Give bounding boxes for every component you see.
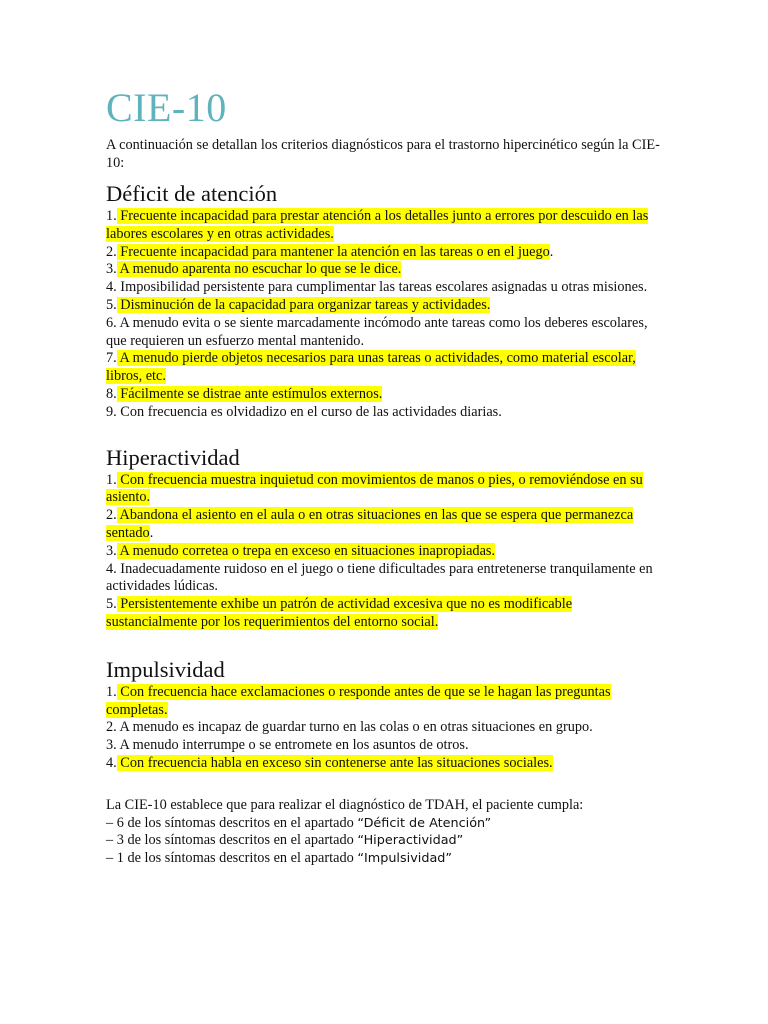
criterion-text: A menudo pierde objetos necesarios para unas tareas o actividades, como material escolar, libros, etc. xyxy=(106,350,636,385)
criterion-item xyxy=(106,404,666,422)
criterion-text: Persistentemente exhibe un patrón de actividad excesiva que no es modificable sustancialmente por los requerimientos del entorno social. xyxy=(106,596,573,630)
criterion-item xyxy=(106,386,666,404)
summary-line-text: – 3 de los síntomas descritos en el apartado xyxy=(106,832,358,849)
criterion-item xyxy=(106,297,666,315)
criterion-number: 2. xyxy=(106,507,117,524)
criterion-text: Frecuente incapacidad para mantener la atención en las tareas o en el juego xyxy=(116,243,550,260)
criterion-text: A menudo interrumpe o se entromete en los asuntos de otros. xyxy=(116,737,469,754)
criterion-tail: . xyxy=(549,243,554,260)
criterion-text: Frecuente incapacidad para prestar atención a los detalles junto a errores por descuido en las labores escolares y en otras actividades. xyxy=(106,208,649,242)
criterion-tail: . xyxy=(149,524,154,541)
summary-line xyxy=(106,832,666,850)
criterion-text: Con frecuencia es olvidadizo en el curso de las actividades diarias. xyxy=(116,403,502,420)
summary-line xyxy=(106,815,666,833)
criterion-number: 4. xyxy=(106,279,117,296)
diagnosis-summary xyxy=(106,797,666,868)
criterion-text: Imposibilidad persistente para cumplimentar las tareas escolares asignadas u otras misiones. xyxy=(116,279,648,296)
criterion-text: Con frecuencia muestra inquietud con movimientos de manos o pies, o removiéndose en su asiento. xyxy=(106,471,643,506)
criterion-item xyxy=(106,596,666,632)
criterion-number: 2. xyxy=(106,243,117,260)
criterion-text: A menudo aparenta no escuchar lo que se le dice. xyxy=(116,261,402,278)
summary-line-text: – 6 de los síntomas descritos en el apartado xyxy=(106,814,358,831)
criterion-number: 8. xyxy=(106,385,117,402)
criterion-text: Inadecuadamente ruidoso en el juego o tiene dificultades para entretenerse tranquilamente en actividades lúdicas. xyxy=(106,560,653,595)
criterion-number: 5. xyxy=(106,596,117,613)
criterion-item xyxy=(106,543,666,561)
criterion-text: A menudo corretea o trepa en exceso en situaciones inapropiadas. xyxy=(116,542,496,559)
criterion-text: A menudo evita o se siente marcadamente incómodo ante tareas como los deberes escolares, que requieren un esfuerzo mental mantenido. xyxy=(106,314,648,349)
criterion-text: Con frecuencia habla en exceso sin contenerse ante las situaciones sociales. xyxy=(116,754,553,771)
summary-line-quote: “Déficit de Atención” xyxy=(357,815,492,831)
summary-line-quote: “Impulsividad” xyxy=(357,851,453,867)
criterion-number: 3. xyxy=(106,737,117,754)
criterion-item xyxy=(106,719,666,737)
criterion-number: 6. xyxy=(106,314,117,331)
criterion-number: 3. xyxy=(106,542,117,559)
summary-line-quote: “Hiperactividad” xyxy=(357,833,464,849)
criterion-number: 3. xyxy=(106,261,117,278)
criterion-item xyxy=(106,350,666,386)
criterion-item xyxy=(106,755,666,773)
section-heading-hiperactividad: Hiperactividad xyxy=(106,444,240,470)
criterion-item xyxy=(106,261,666,279)
criterion-number: 9. xyxy=(106,403,117,420)
criteria-list-hiperactividad xyxy=(106,472,666,632)
criterion-number: 5. xyxy=(106,296,117,313)
criteria-list-deficit xyxy=(106,208,666,422)
criterion-number: 1. xyxy=(106,683,117,700)
criteria-list-impulsividad xyxy=(106,684,666,773)
criterion-text: A menudo es incapaz de guardar turno en las colas o en otras situaciones en grupo. xyxy=(116,719,593,736)
criterion-text: Disminución de la capacidad para organizar tareas y actividades. xyxy=(116,296,491,313)
intro-paragraph: A continuación se detallan los criterios diagnósticos para el trastorno hipercinético según la CIE-10: xyxy=(106,137,660,171)
criterion-item xyxy=(106,472,666,508)
criterion-item xyxy=(106,279,666,297)
criterion-item xyxy=(106,684,666,720)
summary-line-text: – 1 de los síntomas descritos en el apartado xyxy=(106,850,358,867)
criterion-number: 4. xyxy=(106,754,117,771)
document-title: CIE-10 xyxy=(106,85,227,130)
criterion-item xyxy=(106,208,666,244)
section-heading-deficit: Déficit de atención xyxy=(106,181,278,206)
criterion-text: Fácilmente se distrae ante estímulos externos. xyxy=(116,385,383,402)
criterion-number: 2. xyxy=(106,719,117,736)
document-content xyxy=(106,86,666,868)
criterion-number: 1. xyxy=(106,208,117,224)
criterion-text: Con frecuencia hace exclamaciones o responde antes de que se le hagan las preguntas completas. xyxy=(106,683,611,718)
criterion-item xyxy=(106,507,666,543)
summary-lead: La CIE-10 establece que para realizar el diagnóstico de TDAH, el paciente cumpla: xyxy=(106,796,584,813)
criterion-number: 4. xyxy=(106,560,117,577)
summary-line xyxy=(106,850,666,868)
criterion-item xyxy=(106,244,666,262)
section-heading-impulsividad: Impulsividad xyxy=(106,656,225,682)
criterion-number: 1. xyxy=(106,471,117,488)
criterion-item xyxy=(106,315,666,351)
criterion-text: Abandona el asiento en el aula o en otras situaciones en las que se espera que permanezca sentado xyxy=(106,507,634,541)
criterion-number: 7. xyxy=(106,350,117,367)
criterion-item xyxy=(106,561,666,597)
criterion-item xyxy=(106,737,666,755)
